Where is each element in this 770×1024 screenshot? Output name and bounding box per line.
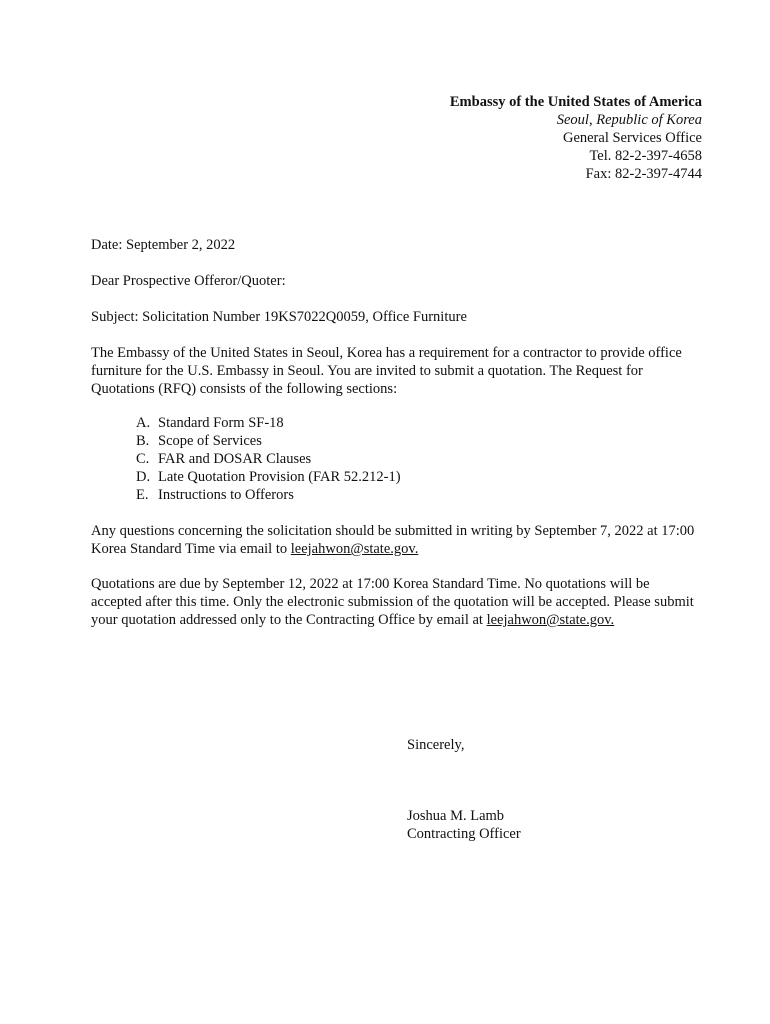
list-item-letter: B. <box>136 433 150 449</box>
list-item-text: Standard Form SF-18 <box>158 415 284 431</box>
signer-title: Contracting Officer <box>407 826 521 842</box>
subject-line: Subject: Solicitation Number 19KS7022Q0059, Office Furniture <box>91 309 467 325</box>
salutation: Dear Prospective Offeror/Quoter: <box>91 273 286 289</box>
questions-email-link[interactable]: leejahwon@state.gov. <box>290 541 419 557</box>
list-item-letter: D. <box>136 469 151 485</box>
list-item-text: Late Quotation Provision (FAR 52.212-1) <box>158 469 401 485</box>
fax-number: Fax: 82-2-397-4744 <box>585 166 702 182</box>
list-item <box>136 432 556 450</box>
list-item <box>136 450 556 468</box>
signature-block <box>407 807 521 843</box>
list-item-letter: E. <box>136 487 149 503</box>
list-item-text: Instructions to Offerors <box>158 487 294 503</box>
questions-paragraph <box>91 522 701 558</box>
list-item <box>136 414 556 432</box>
due-text: Quotations are due by September 12, 2022 at 17:00 Korea Standard Time. No quotations will be accepted after this time. Only the electronic submission of the quotation will be accepted. Please submit your quotation addressed only to the Contracting Office by email at <box>91 576 694 628</box>
list-item-letter: C. <box>136 451 150 467</box>
organization-name: Embassy of the United States of America <box>449 94 702 110</box>
list-item-letter: A. <box>136 415 151 431</box>
letter-date: Date: September 2, 2022 <box>91 237 236 253</box>
letterhead <box>450 93 702 183</box>
due-email-link[interactable]: leejahwon@state.gov. <box>486 612 615 628</box>
closing: Sincerely, <box>407 737 465 753</box>
list-item-text: Scope of Services <box>158 433 262 449</box>
list-item-text: FAR and DOSAR Clauses <box>158 451 312 467</box>
list-item <box>136 468 556 486</box>
intro-paragraph: The Embassy of the United States in Seoul, Korea has a requirement for a contractor to provide office furniture for the U.S. Embassy in Seoul. You are invited to submit a quotation. The Request for Quotations (RFQ) consists of the following sections: <box>91 345 682 397</box>
signer-name: Joshua M. Lamb <box>407 808 505 824</box>
organization-location: Seoul, Republic of Korea <box>556 112 702 128</box>
list-item <box>136 486 556 504</box>
questions-text: Any questions concerning the solicitation should be submitted in writing by September 7, 2022 at 17:00 Korea Standard Time via email to <box>91 523 695 557</box>
telephone-number: Tel. 82-2-397-4658 <box>589 148 702 164</box>
due-date-paragraph <box>91 575 701 629</box>
office-name: General Services Office <box>562 130 702 146</box>
rfq-sections-list <box>136 414 556 504</box>
